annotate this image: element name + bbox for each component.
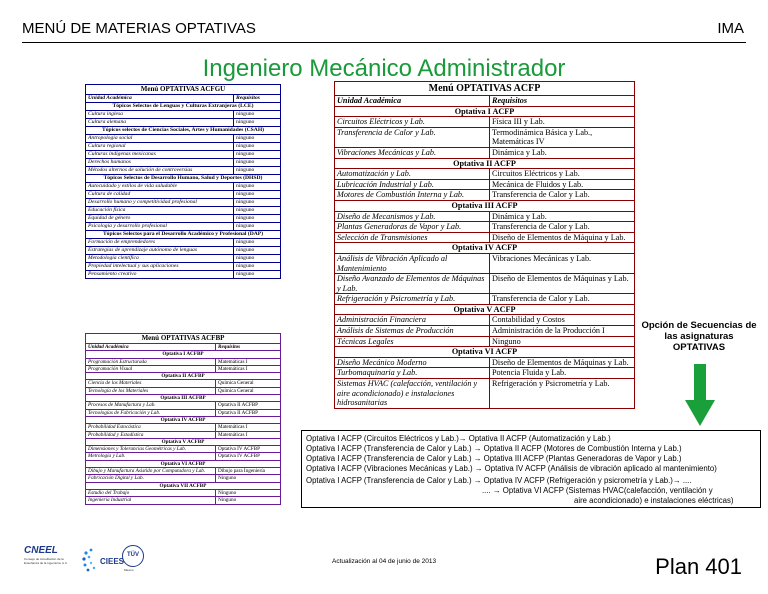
- header-program: IMA: [717, 20, 744, 37]
- course-name: Procesos de Manufactura y Lab.: [86, 402, 216, 409]
- table-row: [335, 179, 635, 190]
- course-name: Programación Visual: [86, 365, 216, 372]
- acfgu-table: [85, 84, 281, 279]
- course-requirement: Circuitos Eléctricos y Lab.: [490, 169, 635, 180]
- course-name: Culturas indígenas mexicanas: [86, 151, 234, 159]
- section-title: Optativa V ACFP: [335, 304, 635, 315]
- course-name: Probabilidad Estocástica: [86, 424, 216, 431]
- table-row: [335, 315, 635, 326]
- sequence-line: aire acondicionado) e instalaciones eléctricas): [574, 496, 734, 505]
- course-requirement: Química General: [216, 387, 281, 394]
- ciees-logo-text: CIEES: [100, 557, 125, 566]
- section-row: [335, 347, 635, 358]
- course-requirement: ninguno: [234, 207, 281, 215]
- table-row: [86, 135, 281, 143]
- course-requirement: Ninguno: [490, 336, 635, 347]
- sequence-box: [301, 430, 761, 508]
- table-row: [86, 409, 281, 416]
- down-arrow-icon: [685, 364, 715, 426]
- course-requirement: Mecánica de Fluidos y Lab.: [490, 179, 635, 190]
- section-title: Optativa VII ACFBP: [86, 482, 281, 489]
- course-requirement: Diseño de Elementos de Máquinas y Lab.: [490, 357, 635, 368]
- section-row: [86, 482, 281, 489]
- section-row: [335, 304, 635, 315]
- table-row: [86, 207, 281, 215]
- section-title: Optativa IV ACFP: [335, 243, 635, 254]
- course-requirement: ninguno: [234, 111, 281, 119]
- section-title: Optativa V ACFBP: [86, 438, 281, 445]
- table-row: [335, 368, 635, 379]
- course-requirement: Matemáticas I: [216, 424, 281, 431]
- table-row: [86, 497, 281, 504]
- course-requirement: Matemáticas I: [216, 358, 281, 365]
- course-name: Fabricación Digital y Lab.: [86, 475, 216, 482]
- table-row: [335, 190, 635, 201]
- course-requirement: ninguno: [234, 255, 281, 263]
- table-row: [335, 294, 635, 305]
- course-requirement: ninguno: [234, 159, 281, 167]
- sequence-line: Optativa I ACFP (Vibraciones Mecánicas y Lab.) → Optativa IV ACFP (Análisis de vibración aplicado al mantenimiento): [306, 464, 717, 473]
- course-name: Estudio del Trabajo: [86, 489, 216, 496]
- table-row: [335, 117, 635, 128]
- course-name: Cultura inglesa: [86, 111, 234, 119]
- table-row: [335, 127, 635, 147]
- course-name: Metrología y Lab.: [86, 453, 216, 460]
- cneel-logo-subtitle: Consejo de Acreditación de la Enseñanza de la Ingeniería, A.C.: [24, 557, 68, 565]
- table-row: [86, 151, 281, 159]
- section-row: [86, 416, 281, 423]
- table-row: [86, 365, 281, 372]
- sequence-line: .... → Optativa VI ACFP (Sistemas HVAC(calefacción, ventilación y: [482, 486, 713, 495]
- course-requirement: Transferencia de Calor y Lab.: [490, 222, 635, 233]
- course-name: Automatización y Lab.: [335, 169, 490, 180]
- course-requirement: Ninguno: [216, 475, 281, 482]
- table-row: [335, 169, 635, 180]
- table-row: [86, 263, 281, 271]
- course-name: Pensamiento creativo: [86, 271, 234, 279]
- section-row: [86, 351, 281, 358]
- sequence-line: Optativa I ACFP (Transferencia de Calor y Lab.) → Optativa II ACFP (Motores de Combustión Interna y Lab.): [306, 444, 682, 453]
- column-header-unit: Unidad Académica: [335, 96, 490, 107]
- course-name: Métodos alternos de solución de controversias: [86, 167, 234, 175]
- sequence-line: Optativa I ACFP (Circuitos Eléctricos y Lab.)→ Optativa II ACFP (Automatización y Lab.): [306, 434, 611, 443]
- course-name: Estrategias de aprendizaje autónomo de lenguas: [86, 247, 234, 255]
- course-name: Metodología científica: [86, 255, 234, 263]
- course-requirement: Física III y Lab.: [490, 117, 635, 128]
- course-name: Plantas Generadoras de Vapor y Lab.: [335, 222, 490, 233]
- update-date: Actualización al 04 de junio de 2013: [332, 558, 437, 565]
- table-row: [86, 215, 281, 223]
- course-name: Turbomaquinaria y Lab.: [335, 368, 490, 379]
- course-requirement: ninguno: [234, 271, 281, 279]
- table-row: [335, 253, 635, 273]
- table-caption-row: [86, 334, 281, 344]
- course-name: Técnicas Legales: [335, 336, 490, 347]
- section-row: [86, 460, 281, 467]
- course-name: Lubricación Industrial y Lab.: [335, 179, 490, 190]
- sequence-note: Opción de Secuencias de las asignaturas OPTATIVAS: [641, 320, 757, 353]
- cneel-logo-text: CNEEL: [24, 545, 58, 556]
- course-requirement: Ninguno: [216, 489, 281, 496]
- course-requirement: ninguno: [234, 135, 281, 143]
- course-requirement: Contabilidad y Costos: [490, 315, 635, 326]
- table-row: [86, 247, 281, 255]
- course-requirement: Administración de la Producción I: [490, 326, 635, 337]
- course-name: Dimensiones y Tolerancias Geométricas y Lab.: [86, 446, 216, 453]
- section-title: Optativa VI ACFP: [335, 347, 635, 358]
- table-row: [335, 357, 635, 368]
- course-name: Desarrollo humano y competitividad profesional: [86, 199, 234, 207]
- course-requirement: ninguno: [234, 199, 281, 207]
- section-title: Tópicos Selectos de Lenguas y Culturas Extranjeras (LCE): [86, 103, 281, 111]
- tuv-logo-text: TÜV: [122, 545, 144, 567]
- table-row: [86, 223, 281, 231]
- section-title: Optativa I ACFP: [335, 106, 635, 117]
- table-row: [86, 239, 281, 247]
- course-requirement: Dinámica y Lab.: [490, 147, 635, 158]
- course-name: Selección de Transmisiones: [335, 232, 490, 243]
- course-requirement: Diseño de Elementos de Máquina y Lab.: [490, 232, 635, 243]
- table-row: [86, 468, 281, 475]
- table-row: [335, 147, 635, 158]
- course-name: Derechos humanos: [86, 159, 234, 167]
- table-row: [86, 489, 281, 496]
- tuv-logo-subtitle: México: [124, 568, 134, 572]
- course-requirement: ninguno: [234, 143, 281, 151]
- course-name: Motores de Combustión Interna y Lab.: [335, 190, 490, 201]
- table-row: [86, 111, 281, 119]
- table-row: [86, 255, 281, 263]
- course-requirement: Transferencia de Calor y Lab.: [490, 190, 635, 201]
- table-row: [86, 380, 281, 387]
- course-name: Refrigeración y Psicrometría y Lab.: [335, 294, 490, 305]
- course-requirement: ninguno: [234, 191, 281, 199]
- course-requirement: ninguno: [234, 239, 281, 247]
- section-row: [86, 175, 281, 183]
- course-name: Análisis de Vibración Aplicado al Mantenimiento: [335, 253, 490, 273]
- section-row: [86, 373, 281, 380]
- section-row: [86, 395, 281, 402]
- course-name: Administración Financiera: [335, 315, 490, 326]
- table-row: [335, 336, 635, 347]
- course-requirement: Matemáticas I: [216, 431, 281, 438]
- table-caption: Menú OPTATIVAS ACFBP: [86, 334, 281, 344]
- section-title: Tópicos Selectos para el Desarrollo Académico y Profesional (DAP): [86, 231, 281, 239]
- section-row: [86, 103, 281, 111]
- section-title: Optativa III ACFP: [335, 200, 635, 211]
- section-row: [86, 231, 281, 239]
- course-name: Tecnología de los Materiales: [86, 387, 216, 394]
- section-title: Tópicos selectos de Ciencias Sociales, Artes y Humanidades (CSAH): [86, 127, 281, 135]
- acfp-table: [334, 81, 635, 409]
- column-header-requirements: Requisitos: [490, 96, 635, 107]
- page-title: Ingeniero Mecánico Administrador: [202, 55, 566, 82]
- course-requirement: ninguno: [234, 119, 281, 127]
- section-title: Optativa IV ACFBP: [86, 416, 281, 423]
- course-requirement: Optativa II ACFBP: [216, 402, 281, 409]
- course-requirement: ninguno: [234, 183, 281, 191]
- course-requirement: Refrigeración y Psicrometría y Lab.: [490, 379, 635, 409]
- course-requirement: Dinámica y Lab.: [490, 211, 635, 222]
- sequence-line: Optativa I ACFP (Transferencia de Calor y Lab.) → Optativa III ACFP (Plantas Generadoras de Vapor y Lab.): [306, 454, 682, 463]
- course-requirement: ninguno: [234, 247, 281, 255]
- plan-number: Plan 401: [655, 554, 742, 579]
- table-caption: Menú OPTATIVAS ACFP: [335, 82, 635, 96]
- course-requirement: ninguno: [234, 215, 281, 223]
- table-row: [86, 159, 281, 167]
- table-row: [86, 424, 281, 431]
- table-row: [335, 222, 635, 233]
- table-caption-row: [335, 82, 635, 96]
- course-name: Cultura regional: [86, 143, 234, 151]
- table-row: [86, 402, 281, 409]
- table-header-row: [86, 95, 281, 103]
- header-divider: [22, 42, 746, 43]
- table-row: [86, 119, 281, 127]
- course-name: Equidad de género: [86, 215, 234, 223]
- course-name: Ingeniería Industrial: [86, 497, 216, 504]
- course-name: Psicología y desarrollo profesional: [86, 223, 234, 231]
- course-requirement: ninguno: [234, 167, 281, 175]
- course-name: Vibraciones Mecánicas y Lab.: [335, 147, 490, 158]
- course-name: Propiedad intelectual y sus aplicaciones: [86, 263, 234, 271]
- section-row: [335, 158, 635, 169]
- course-requirement: Matemáticas I: [216, 365, 281, 372]
- course-requirement: Diseño de Elementos de Máquinas y Lab.: [490, 274, 635, 294]
- section-title: Optativa VI ACFBP: [86, 460, 281, 467]
- table-row: [86, 431, 281, 438]
- course-name: Diseño de Mecanismos y Lab.: [335, 211, 490, 222]
- sequence-line: Optativa I ACFP (Transferencia de Calor y Lab.) → Optativa IV ACFP (Refrigeración y psicrometría y Lab.)→ ....: [306, 476, 692, 485]
- course-name: Ciencia de los Materiales: [86, 380, 216, 387]
- table-caption: Menú OPTATIVAS ACFGU: [86, 85, 281, 95]
- table-row: [86, 475, 281, 482]
- section-title: Optativa I ACFBP: [86, 351, 281, 358]
- table-header-row: [335, 96, 635, 107]
- table-row: [86, 143, 281, 151]
- table-row: [86, 199, 281, 207]
- course-requirement: ninguno: [234, 263, 281, 271]
- header-title: MENÚ DE MATERIAS OPTATIVAS: [22, 20, 256, 37]
- course-requirement: ninguno: [234, 223, 281, 231]
- course-requirement: Vibraciones Mecánicas y Lab.: [490, 253, 635, 273]
- course-requirement: Optativa IV ACFBP: [216, 446, 281, 453]
- section-title: Optativa III ACFBP: [86, 395, 281, 402]
- course-name: Educación física: [86, 207, 234, 215]
- table-row: [86, 271, 281, 279]
- table-row: [335, 232, 635, 243]
- table-row: [86, 191, 281, 199]
- table-row: [86, 453, 281, 460]
- course-name: Programación Estructurada: [86, 358, 216, 365]
- course-requirement: Química General: [216, 380, 281, 387]
- section-row: [335, 243, 635, 254]
- table-caption-row: [86, 85, 281, 95]
- course-requirement: Optativa IV ACFBP: [216, 453, 281, 460]
- course-requirement: Termodinámica Básica y Lab., Matemáticas IV: [490, 127, 635, 147]
- course-requirement: Optativa II ACFBP: [216, 409, 281, 416]
- course-requirement: Dibujo para Ingeniería: [216, 468, 281, 475]
- table-row: [335, 211, 635, 222]
- section-title: Tópicos Selectos de Desarrollo Humano, Salud y Deportes (DHSD): [86, 175, 281, 183]
- table-row: [335, 326, 635, 337]
- course-name: Cultura de calidad: [86, 191, 234, 199]
- acfbp-table: [85, 333, 281, 505]
- section-row: [86, 127, 281, 135]
- course-name: Diseño Mecánico Moderno: [335, 357, 490, 368]
- course-requirement: Transferencia de Calor y Lab.: [490, 294, 635, 305]
- course-requirement: Potencia Fluida y Lab.: [490, 368, 635, 379]
- course-name: Formación de emprendedores: [86, 239, 234, 247]
- section-row: [86, 438, 281, 445]
- course-name: Transferencia de Calor y Lab.: [335, 127, 490, 147]
- column-header-unit: Unidad Académica: [86, 344, 216, 351]
- course-name: Probabilidad y Estadística: [86, 431, 216, 438]
- course-name: Dibujo y Manufactura Asistido por Computadora y Lab.: [86, 468, 216, 475]
- table-row: [86, 446, 281, 453]
- tuv-logo: [120, 545, 146, 575]
- course-name: Autocuidado y estilos de vida saludable: [86, 183, 234, 191]
- course-name: Diseño Avanzado de Elementos de Máquinas y Lab.: [335, 274, 490, 294]
- course-name: Cultura alemana: [86, 119, 234, 127]
- table-row: [86, 183, 281, 191]
- section-row: [335, 106, 635, 117]
- section-title: Optativa II ACFP: [335, 158, 635, 169]
- table-row: [335, 274, 635, 294]
- cneel-logo: [22, 545, 76, 575]
- column-header-requirements: Requisitos: [216, 344, 281, 351]
- course-name: Sistemas HVAC (calefacción, ventilación y aire acondicionado) e instalaciones hidrosanitarias: [335, 379, 490, 409]
- column-header-unit: Unidad Académica: [86, 95, 234, 103]
- table-row: [86, 358, 281, 365]
- course-name: Circuitos Eléctricos y Lab.: [335, 117, 490, 128]
- table-header-row: [86, 344, 281, 351]
- column-header-requirements: Requisitos: [234, 95, 281, 103]
- course-requirement: ninguno: [234, 151, 281, 159]
- table-row: [335, 379, 635, 409]
- table-row: [86, 387, 281, 394]
- table-row: [86, 167, 281, 175]
- course-name: Tecnologías de Fabricación y Lab.: [86, 409, 216, 416]
- course-name: Antropología social: [86, 135, 234, 143]
- section-title: Optativa II ACFBP: [86, 373, 281, 380]
- course-name: Análisis de Sistemas de Producción: [335, 326, 490, 337]
- section-row: [335, 200, 635, 211]
- course-requirement: Ninguno: [216, 497, 281, 504]
